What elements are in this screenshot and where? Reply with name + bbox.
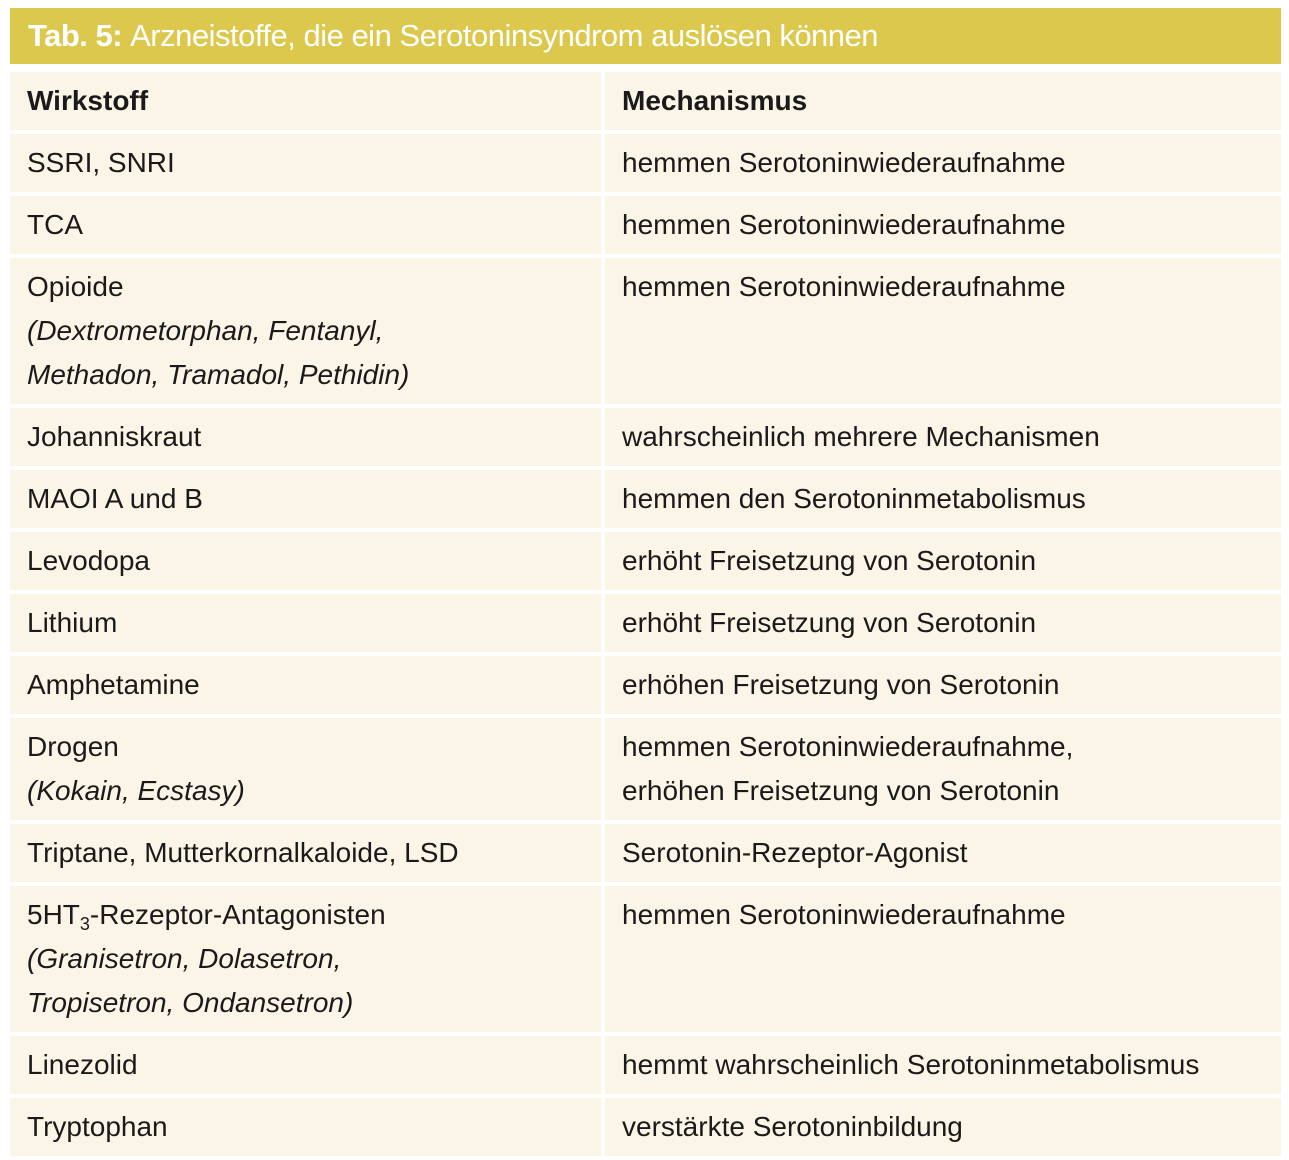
- cell-wirkstoff: [10, 824, 601, 882]
- cell-mechanismus: verstärkte Serotoninbildung: [601, 1098, 1281, 1156]
- table-row: [10, 824, 1281, 882]
- cell-mechanismus: erhöht Freisetzung von Serotonin: [601, 532, 1281, 590]
- table-title-bar: [10, 8, 1281, 64]
- cell-wirkstoff: [10, 1098, 601, 1156]
- cell-wirkstoff: [10, 718, 601, 820]
- table-row: [10, 594, 1281, 652]
- header-row: [10, 72, 1281, 130]
- table-row: [10, 1098, 1281, 1156]
- drug-name: Lithium: [27, 607, 118, 638]
- mechanism-line: hemmen Serotoninwiederaufnahme,: [622, 731, 1074, 762]
- cell-mechanismus: erhöht Freisetzung von Serotonin: [601, 594, 1281, 652]
- cell-mechanismus: hemmt wahrscheinlich Serotoninmetabolismus: [601, 1036, 1281, 1094]
- drug-examples: (Kokain, Ecstasy): [27, 775, 245, 806]
- cell-mechanismus: Serotonin-Rezeptor-Agonist: [601, 824, 1281, 882]
- drug-name: Opioide: [27, 271, 124, 302]
- drug-name: Amphetamine: [27, 669, 200, 700]
- cell-wirkstoff: [10, 408, 601, 466]
- cell-wirkstoff: [10, 886, 601, 1032]
- cell-mechanismus: hemmen den Serotoninmetabolismus: [601, 470, 1281, 528]
- drug-examples: (Dextrometorphan, Fentanyl,: [27, 315, 384, 346]
- drug-name: $5HT_3-Rezeptor$-Antagonisten: [27, 899, 386, 934]
- table-row: [10, 886, 1281, 1032]
- table-row: [10, 196, 1281, 254]
- cell-mechanismus: erhöhen Freisetzung von Serotonin: [601, 656, 1281, 714]
- cell-mechanismus: hemmen Serotoninwiederaufnahme: [601, 196, 1281, 254]
- drug-examples: (Granisetron, Dolasetron,: [27, 943, 342, 974]
- header-wirkstoff: Wirkstoff: [10, 72, 601, 130]
- table-row: [10, 470, 1281, 528]
- table-row: [10, 134, 1281, 192]
- drug-name: Triptane, Mutterkornalkaloide, LSD: [27, 837, 459, 868]
- cell-wirkstoff: [10, 196, 601, 254]
- cell-wirkstoff: [10, 656, 601, 714]
- drug-name: Johanniskraut: [27, 421, 202, 452]
- cell-wirkstoff: [10, 1036, 601, 1094]
- drug-examples: Methadon, Tramadol, Pethidin): [27, 359, 410, 390]
- table-row: [10, 532, 1281, 590]
- table-number: Tab. 5:: [28, 18, 123, 53]
- cell-wirkstoff: [10, 532, 601, 590]
- drug-name: MAOI A und B: [27, 483, 203, 514]
- table-container: [10, 8, 1281, 1160]
- cell-wirkstoff: [10, 594, 601, 652]
- drug-name: TCA: [27, 209, 83, 240]
- table-row: [10, 656, 1281, 714]
- drug-table: [10, 68, 1281, 1160]
- drug-name: Levodopa: [27, 545, 151, 576]
- drug-name: SSRI, SNRI: [27, 147, 175, 178]
- cell-wirkstoff: [10, 470, 601, 528]
- header-mechanismus: Mechanismus: [601, 72, 1281, 130]
- table-title: Arzneistoffe, die ein Serotoninsyndrom auslösen können: [130, 18, 879, 53]
- cell-mechanismus: wahrscheinlich mehrere Mechanismen: [601, 408, 1281, 466]
- cell-mechanismus: [601, 718, 1281, 820]
- drug-name: Linezolid: [27, 1049, 138, 1080]
- mechanism-line: erhöhen Freisetzung von Serotonin: [622, 775, 1060, 806]
- cell-mechanismus: hemmen Serotoninwiederaufnahme: [601, 886, 1281, 1032]
- drug-examples: Tropisetron, Ondansetron): [27, 987, 354, 1018]
- cell-wirkstoff: [10, 134, 601, 192]
- table-row: [10, 718, 1281, 820]
- cell-mechanismus: hemmen Serotoninwiederaufnahme: [601, 134, 1281, 192]
- cell-wirkstoff: [10, 258, 601, 404]
- table-row: [10, 408, 1281, 466]
- table-row: [10, 258, 1281, 404]
- cell-mechanismus: hemmen Serotoninwiederaufnahme: [601, 258, 1281, 404]
- drug-name: Drogen: [27, 731, 119, 762]
- table-row: [10, 1036, 1281, 1094]
- drug-name: Tryptophan: [27, 1111, 168, 1142]
